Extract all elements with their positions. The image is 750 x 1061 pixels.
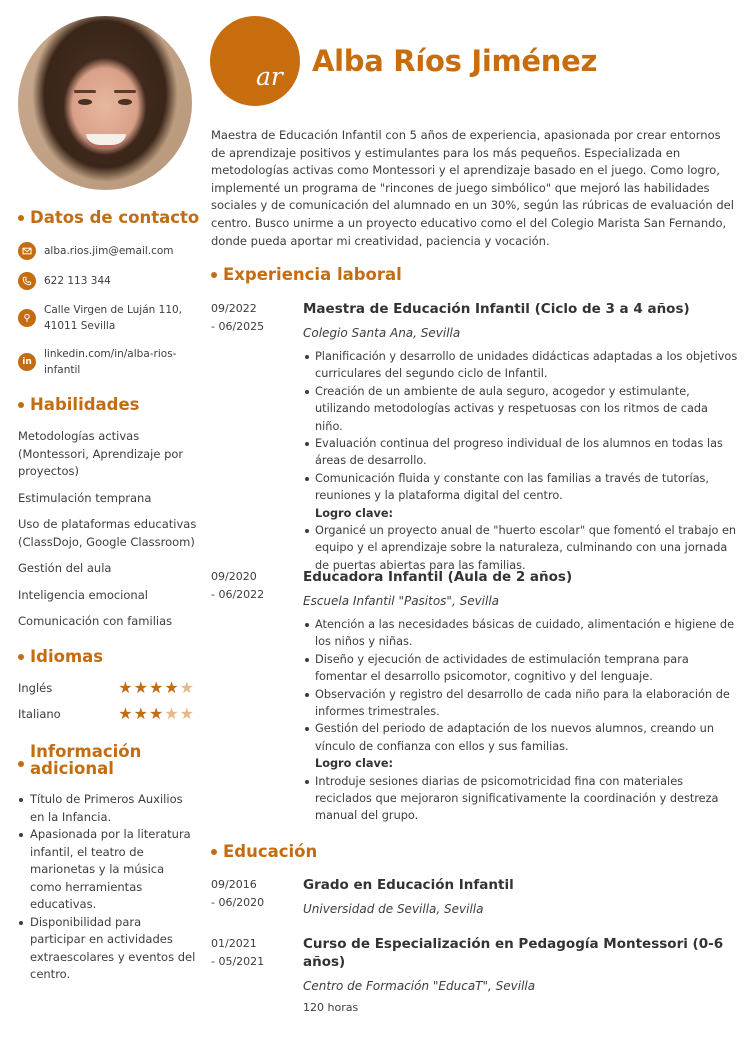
phone-icon xyxy=(18,272,36,290)
responsibilities-list xyxy=(303,616,738,755)
experience-section-title: Experiencia laboral xyxy=(211,265,402,284)
responsibility-item: Creación de un ambiente de aula seguro, acogedor y estimulante, utilizando metodologías activas y respetuosas con los ritmos de cada niño. xyxy=(303,383,738,435)
entry-date: 09/2022 - 06/2025 xyxy=(211,302,265,333)
additional-info-item: Título de Primeros Auxilios en la Infancia. xyxy=(18,791,196,826)
bullet-dot-icon xyxy=(211,849,217,855)
bullet-dot-icon xyxy=(211,272,217,278)
responsibility-item: Observación y registro del desarrollo de cada niño para la elaboración de informes trimestrales. xyxy=(303,686,738,721)
responsibilities-list xyxy=(303,348,738,505)
responsibility-item: Planificación y desarrollo de unidades didácticas adaptadas a los objetivos curriculares del segundo ciclo de Infantil. xyxy=(303,348,738,383)
star-filled-icon: ★ xyxy=(164,678,179,697)
profile-summary: Maestra de Educación Infantil con 5 años de experiencia, apasionada por crear entornos de aprendizaje positivos y estimulantes para los más pequeños. Especializada en metodologías activas como Montessori y el aprendizaje basado en el juego. Como logro, implementé un programa de "rincones de juego simbólico" que mejoró las habilidades sociales y de comunicación del alumnado en un 30%, según las rúbricas de evaluación del centro. Busco unirme a un proyecto educativo como el del Colegio Marista San Fernando, donde pueda aportar mi creatividad, paciencia y vocación. xyxy=(211,128,734,248)
profile-photo xyxy=(18,16,192,190)
course-hours: 120 horas xyxy=(303,1001,359,1014)
contact-list xyxy=(18,242,198,390)
responsibility-item: Comunicación fluida y constante con las familias a través de tutorías, reuniones y la plataforma digital del centro. xyxy=(303,470,738,505)
achievement-label: Logro clave: xyxy=(315,757,394,771)
language-rating xyxy=(118,706,194,722)
languages-list xyxy=(18,679,198,731)
address-text: Calle Virgen de Luján 110, 41011 Sevilla xyxy=(44,304,183,332)
profile-photo-container xyxy=(18,16,196,190)
skill-item: Gestión del aula xyxy=(18,561,112,575)
additional-info-list xyxy=(18,791,196,984)
bullet-dot-icon xyxy=(18,654,24,660)
achievement-item: Organicé un proyecto anual de "huerto escolar" que fomentó el trabajo en equipo y el aprendizaje sobre la naturaleza, culminando con una jornada de puertas abiertas para las familias. xyxy=(303,522,738,574)
star-empty-icon: ★ xyxy=(179,704,194,723)
skill-item: Comunicación con familias xyxy=(18,614,173,628)
email-icon xyxy=(18,242,36,260)
email-text: alba.rios.jim@email.com xyxy=(44,245,174,257)
contact-section-title: Datos de contacto xyxy=(18,209,199,227)
skills-list xyxy=(18,428,198,640)
entry-date: 09/2016 - 06/2020 xyxy=(211,878,265,909)
star-filled-icon: ★ xyxy=(133,704,148,723)
achievement-list xyxy=(303,522,738,574)
location-icon xyxy=(18,309,36,327)
star-empty-icon: ★ xyxy=(164,704,179,723)
language-name: Inglés xyxy=(18,681,53,695)
job-title: Maestra de Educación Infantil (Ciclo de 3 a 4 años) xyxy=(303,301,690,317)
bullet-dot-icon xyxy=(18,402,24,408)
responsibility-item: Evaluación continua del progreso individual de los alumnos en todas las áreas de desarrollo. xyxy=(303,435,738,470)
skill-item: Inteligencia emocional xyxy=(18,587,148,602)
responsibility-item: Atención a las necesidades básicas de cuidado, alimentación e higiene de los niños y niñas. xyxy=(303,616,738,651)
achievement-item: Introduje sesiones diarias de psicomotricidad fina con materiales reciclados que mejoraron significativamente la coordinación y destreza manual del grupo. xyxy=(303,773,738,825)
bullet-dot-icon xyxy=(18,761,24,767)
education-section-title: Educación xyxy=(211,842,317,861)
skills-section-title: Habilidades xyxy=(18,396,140,414)
phone-text: 622 113 344 xyxy=(44,275,111,287)
job-title: Educadora Infantil (Aula de 2 años) xyxy=(303,569,573,585)
language-rating xyxy=(118,680,194,696)
contact-address xyxy=(18,302,198,334)
star-filled-icon: ★ xyxy=(148,704,164,723)
additional-info-item: Disponibilidad para participar en actividades extraescolares y eventos del centro. xyxy=(18,914,196,984)
institution: Centro de Formación "EducaT", Sevilla xyxy=(303,979,536,993)
achievement-list xyxy=(303,773,738,825)
employer: Colegio Santa Ana, Sevilla xyxy=(303,326,461,340)
entry-date: 01/2021 - 05/2021 xyxy=(211,937,265,968)
languages-section-title: Idiomas xyxy=(18,648,103,666)
additional-info-item: Apasionada por la literatura infantil, el teatro de marionetas y la música como herramientas educativas. xyxy=(18,826,196,914)
responsibility-item: Gestión del periodo de adaptación de los nuevos alumnos, creando un vínculo de confianza con ellos y sus familias. xyxy=(303,720,738,755)
star-filled-icon: ★ xyxy=(118,704,133,723)
bullet-dot-icon xyxy=(18,215,24,221)
skill-item: Estimulación temprana xyxy=(18,490,152,505)
degree-title: Grado en Educación Infantil xyxy=(303,877,514,893)
star-filled-icon: ★ xyxy=(148,678,164,697)
language-name: Italiano xyxy=(18,707,61,721)
entry-date: 09/2020 - 06/2022 xyxy=(211,570,265,601)
contact-phone[interactable] xyxy=(18,272,198,290)
institution: Universidad de Sevilla, Sevilla xyxy=(303,902,484,916)
additional-info-section-title: Información adicional xyxy=(18,743,141,777)
responsibility-item: Diseño y ejecución de actividades de estimulación temprana para fomentar el desarrollo psicomotor, cognitivo y del lenguaje. xyxy=(303,651,738,686)
achievement-label: Logro clave: xyxy=(315,506,394,520)
contact-email[interactable] xyxy=(18,242,198,260)
monogram-logo: ar xyxy=(210,16,300,106)
star-filled-icon: ★ xyxy=(118,678,133,697)
candidate-name: Alba Ríos Jiménez xyxy=(312,44,598,78)
skill-item: Metodologías activas (Montessori, Aprendizaje por proyectos) xyxy=(18,429,184,478)
employer: Escuela Infantil "Pasitos", Sevilla xyxy=(303,594,500,608)
contact-linkedin[interactable] xyxy=(18,346,198,378)
skill-item: Uso de plataformas educativas (ClassDojo, Google Classroom) xyxy=(18,517,197,549)
linkedin-text: linkedin.com/in/alba-rios-infantil xyxy=(44,348,177,376)
language-row xyxy=(18,705,198,723)
star-empty-icon: ★ xyxy=(179,678,194,697)
linkedin-icon: in xyxy=(18,353,36,371)
star-filled-icon: ★ xyxy=(133,678,148,697)
degree-title: Curso de Especialización en Pedagogía Montessori (0-6 años) xyxy=(303,936,724,970)
language-row xyxy=(18,679,198,697)
